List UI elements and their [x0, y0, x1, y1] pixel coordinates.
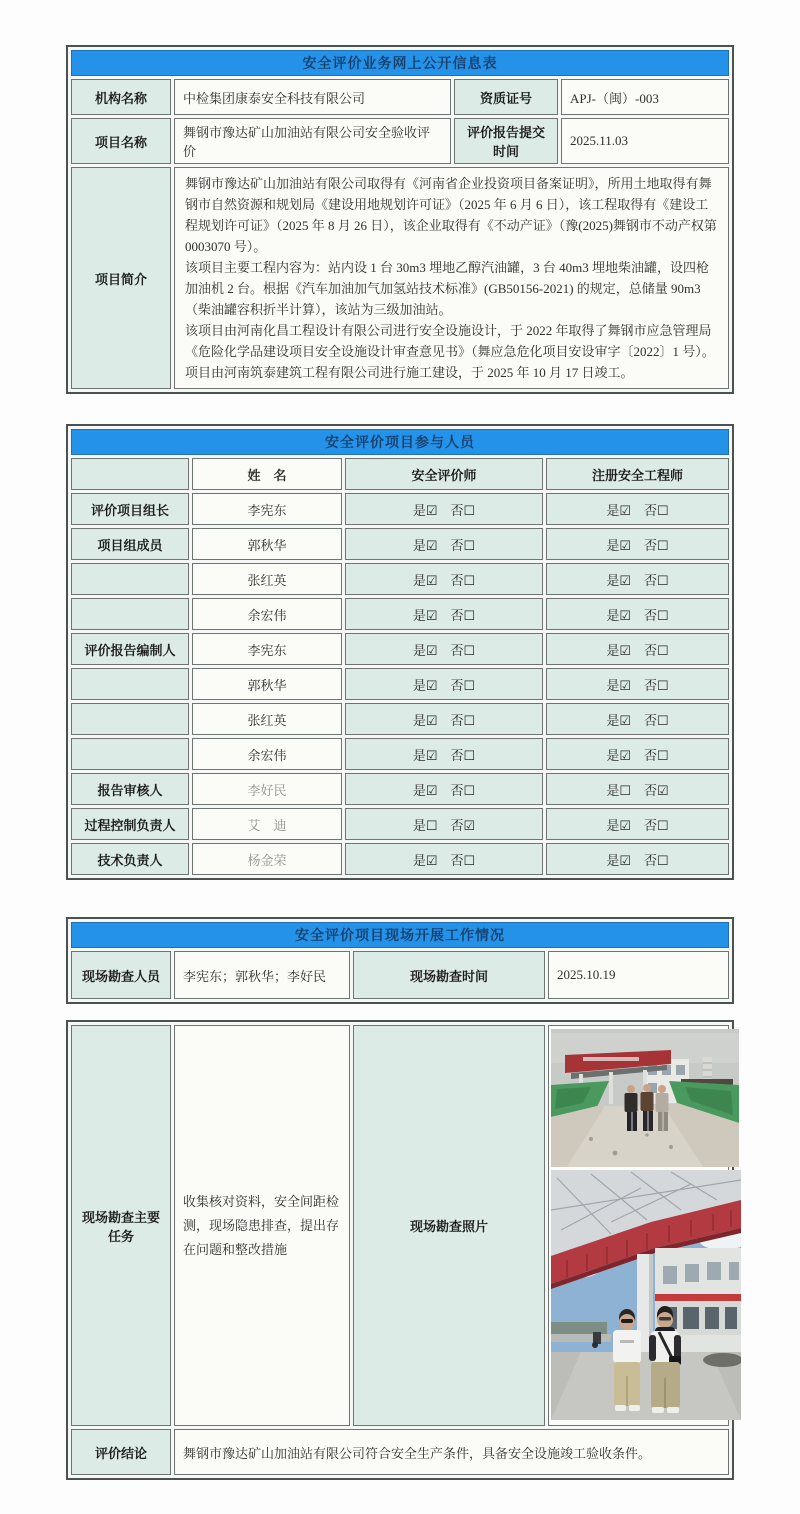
engineer-checkboxes: 是☑ 否☐ [546, 493, 729, 525]
participant-role: 评价报告编制人 [71, 633, 189, 665]
cert-no-value: APJ-（闽）-003 [561, 79, 729, 115]
participant-row [71, 773, 729, 805]
conclusion-value: 舞钢市豫达矿山加油站有限公司符合安全生产条件，具备安全设施竣工验收条件。 [174, 1429, 729, 1475]
tasks-photos-row [71, 1025, 729, 1426]
engineer-checkboxes: 是☑ 否☐ [546, 808, 729, 840]
participant-row [71, 528, 729, 560]
evaluator-checkboxes: 是☑ 否☐ [345, 493, 543, 525]
engineer-checkboxes: 是☑ 否☐ [546, 528, 729, 560]
participant-name: 郭秋华 [192, 528, 342, 560]
participant-role: 过程控制负责人 [71, 808, 189, 840]
org-name-label: 机构名称 [71, 79, 171, 115]
org-name-value: 中检集团康泰安全科技有限公司 [174, 79, 451, 115]
participant-role: 评价项目组长 [71, 493, 189, 525]
participant-row [71, 493, 729, 525]
evaluator-checkboxes: 是☑ 否☐ [345, 668, 543, 700]
survey-tasks-label: 现场勘查主要任务 [71, 1025, 171, 1426]
participant-role [71, 668, 189, 700]
evaluator-checkboxes: 是☑ 否☐ [345, 528, 543, 560]
evaluator-checkboxes: 是☑ 否☐ [345, 703, 543, 735]
participant-name: 艾 迪 [192, 808, 342, 840]
participant-name: 李好民 [192, 773, 342, 805]
participant-role [71, 703, 189, 735]
participant-row [71, 808, 729, 840]
participant-row [71, 738, 729, 770]
survey-row [71, 951, 729, 999]
cert-no-label: 资质证号 [454, 79, 558, 115]
intro-paragraph: 该项目由河南化昌工程设计有限公司进行安全设施设计，于 2022 年取得了舞钢市应急管理局《危险化学品建设项目安全设施设计审查意见书》（舞应急危化项目安设审字〔2022〕1 号）。项目由河南筑泰建筑工程有限公司进行施工建设，于 2025 年 10 月 17 日竣工。 [185, 323, 715, 380]
survey-photos [548, 1025, 729, 1426]
site-work-table-title: 安全评价项目现场开展工作情况 [71, 922, 729, 948]
name-column-header: 姓 名 [192, 458, 342, 490]
project-intro-text [174, 167, 729, 389]
role-column-header [71, 458, 189, 490]
participant-name: 张红英 [192, 563, 342, 595]
engineer-column-header: 注册安全工程师 [546, 458, 729, 490]
participant-role: 项目组成员 [71, 528, 189, 560]
engineer-checkboxes: 是☑ 否☐ [546, 843, 729, 875]
surveyors-value: 李宪东；郭秋华；李好民 [174, 951, 350, 999]
participant-role [71, 598, 189, 630]
conclusion-row [71, 1429, 729, 1475]
project-name-value: 舞钢市豫达矿山加油站有限公司安全验收评价 [174, 118, 451, 164]
intro-paragraph: 该项目主要工程内容为：站内设 1 台 30m3 埋地乙醇汽油罐，3 台 40m3 埋地柴油罐，设四枪加油机 2 台。根据《汽车加油加气加氢站技术标准》(GB50156-2021) 的规定，总储量 90m3（柴油罐容积折半计算），该站为三级加油站。 [185, 260, 709, 317]
participant-role [71, 738, 189, 770]
participant-role [71, 563, 189, 595]
evaluator-checkboxes: 是☑ 否☐ [345, 773, 543, 805]
evaluator-checkboxes: 是☑ 否☐ [345, 738, 543, 770]
engineer-checkboxes: 是☑ 否☐ [546, 738, 729, 770]
site-photo-canopy-building [551, 1170, 741, 1420]
evaluator-checkboxes: 是☑ 否☐ [345, 598, 543, 630]
engineer-checkboxes: 是☑ 否☐ [546, 668, 729, 700]
engineer-checkboxes: 是☐ 否☑ [546, 773, 729, 805]
conclusion-label: 评价结论 [71, 1429, 171, 1475]
evaluator-checkboxes: 是☑ 否☐ [345, 633, 543, 665]
participant-row [71, 668, 729, 700]
participants-table-title: 安全评价项目参与人员 [71, 429, 729, 455]
intro-row [71, 167, 729, 389]
survey-tasks-value: 收集核对资料，安全间距检测，现场隐患排查，提出存在问题和整改措施 [174, 1025, 350, 1426]
participant-role: 报告审核人 [71, 773, 189, 805]
intro-paragraph: 舞钢市豫达矿山加油站有限公司取得有《河南省企业投资项目备案证明》，所用土地取得有舞钢市自然资源和规划局《建设用地规划许可证》（2025 年 6 月 6 日），该工程取得有《建设工程规划许可证》（2025 年 8 月 26 日），该企业取得有《不动产证》（豫(2025)舞钢市不动产权第 0003070 号）。 [185, 176, 717, 254]
participant-row [71, 563, 729, 595]
engineer-checkboxes: 是☑ 否☐ [546, 563, 729, 595]
participant-row [71, 703, 729, 735]
engineer-checkboxes: 是☑ 否☐ [546, 598, 729, 630]
site-photo-canopy-road [551, 1029, 739, 1167]
project-intro-label: 项目简介 [71, 167, 171, 389]
participant-role: 技术负责人 [71, 843, 189, 875]
evaluator-checkboxes: 是☑ 否☐ [345, 843, 543, 875]
participants-table [66, 424, 734, 880]
engineer-checkboxes: 是☑ 否☐ [546, 633, 729, 665]
site-work-table [66, 917, 734, 1004]
survey-photos-label: 现场勘查照片 [353, 1025, 545, 1426]
participant-name: 余宏伟 [192, 738, 342, 770]
evaluator-checkboxes: 是☐ 否☑ [345, 808, 543, 840]
surveyors-label: 现场勘查人员 [71, 951, 171, 999]
participant-row [71, 598, 729, 630]
project-name-label: 项目名称 [71, 118, 171, 164]
participant-name: 杨金荣 [192, 843, 342, 875]
site-work-title-row [71, 922, 729, 948]
site-detail-table [66, 1020, 734, 1480]
evaluator-checkboxes: 是☑ 否☐ [345, 563, 543, 595]
participant-name: 郭秋华 [192, 668, 342, 700]
report-time-value: 2025.11.03 [561, 118, 729, 164]
info-table [66, 45, 734, 394]
info-table-title: 安全评价业务网上公开信息表 [71, 50, 729, 76]
participant-row [71, 843, 729, 875]
report-page [66, 0, 734, 1514]
survey-time-value: 2025.10.19 [548, 951, 729, 999]
survey-time-label: 现场勘查时间 [353, 951, 545, 999]
info-table-title-row [71, 50, 729, 76]
participant-name: 张红英 [192, 703, 342, 735]
report-time-label: 评价报告提交时间 [454, 118, 558, 164]
participant-row [71, 633, 729, 665]
participant-name: 李宪东 [192, 633, 342, 665]
participant-name: 李宪东 [192, 493, 342, 525]
evaluator-column-header: 安全评价师 [345, 458, 543, 490]
participants-title-row [71, 429, 729, 455]
org-row [71, 79, 729, 115]
participants-header-row [71, 458, 729, 490]
engineer-checkboxes: 是☑ 否☐ [546, 703, 729, 735]
project-row [71, 118, 729, 164]
participant-name: 余宏伟 [192, 598, 342, 630]
